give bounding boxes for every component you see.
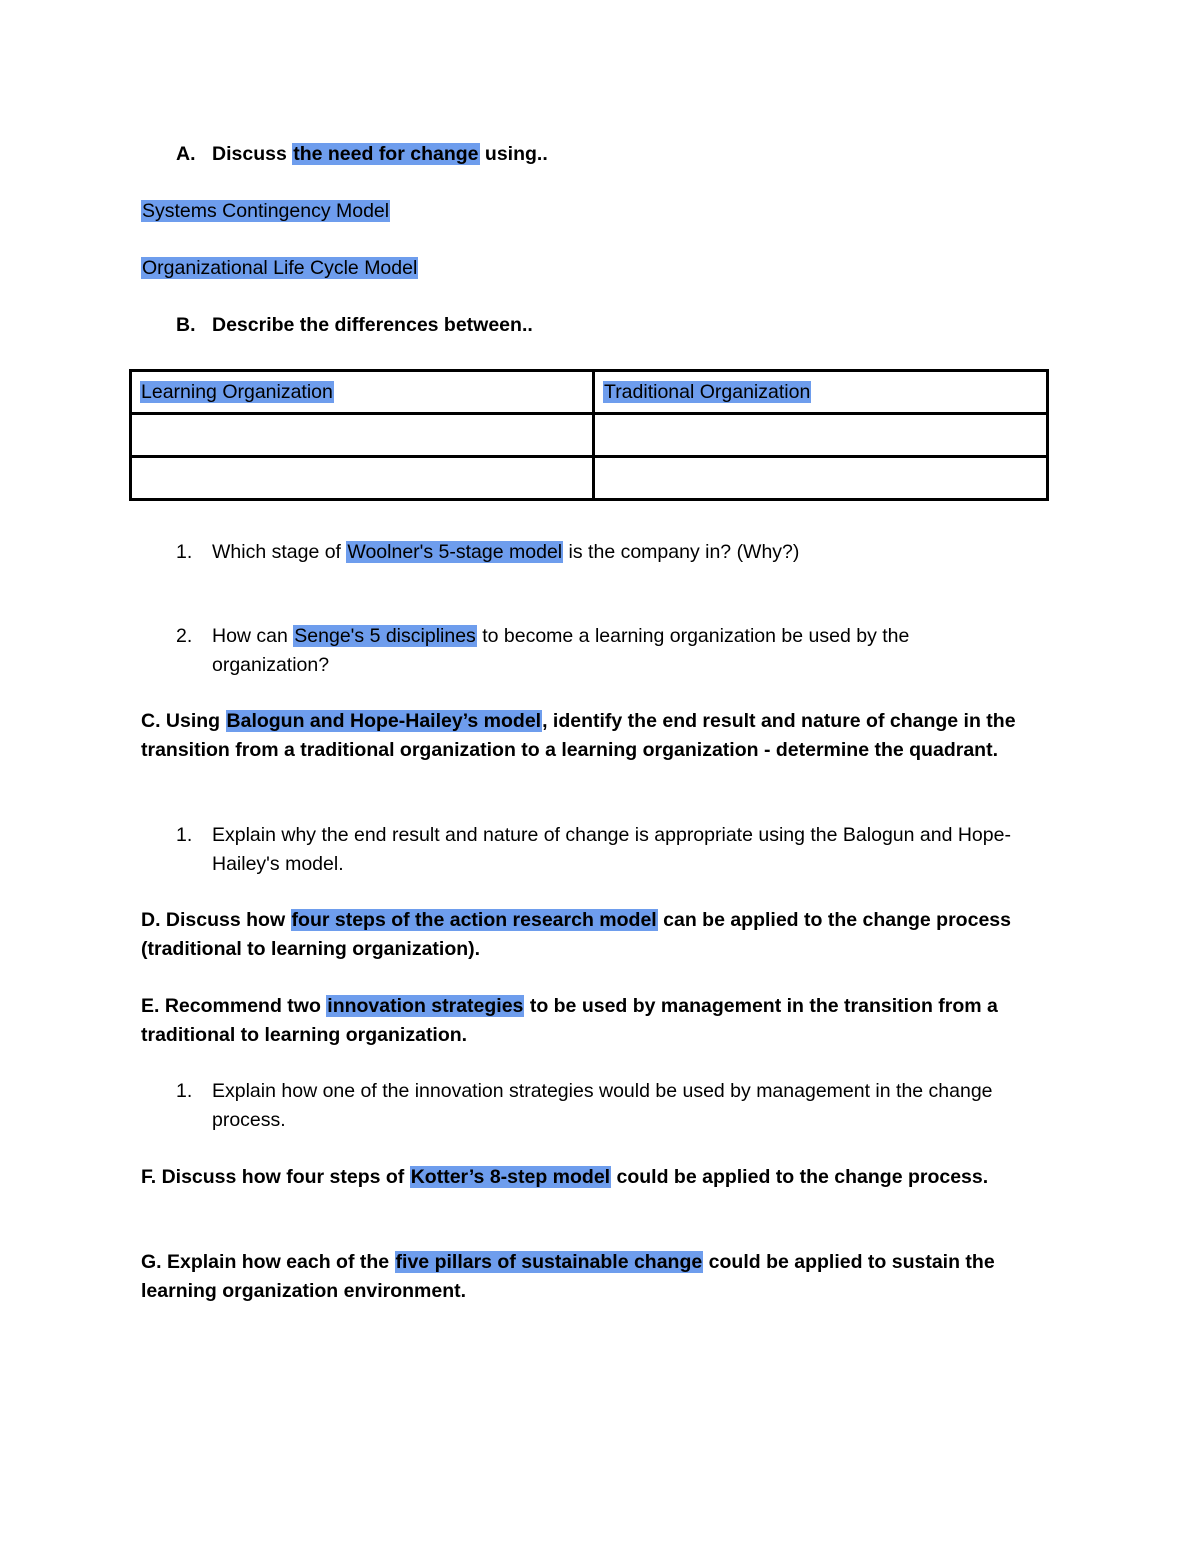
model-life-cycle: Organizational Life Cycle Model: [142, 257, 418, 279]
list-prefix: Which stage of: [212, 541, 347, 563]
model-item: [141, 197, 390, 226]
section-e-paragraph: [141, 992, 1041, 1050]
section-g-suffix: could be applied to sustain the learning organization environment.: [141, 1251, 995, 1302]
list-number: 1.: [176, 1080, 193, 1102]
table-cell[interactable]: [131, 457, 594, 500]
list-suffix: is the company in? (Why?): [563, 541, 800, 563]
table-cell[interactable]: [594, 414, 1048, 457]
five-pillars-highlight: five pillars of sustainable change: [395, 1251, 703, 1273]
comparison-table: [129, 369, 1049, 501]
section-b-text: Describe the differences between..: [212, 314, 533, 336]
section-c-prefix: C. Using: [141, 710, 226, 732]
list-text: [212, 622, 1006, 680]
woolner-model-highlight: Woolner's 5-stage model: [347, 541, 563, 563]
list-item: [176, 821, 1046, 879]
section-e-prefix: E. Recommend two: [141, 995, 327, 1017]
model-systems-contingency: Systems Contingency Model: [142, 200, 390, 222]
kotter-model-highlight: Kotter’s 8-step model: [410, 1166, 611, 1188]
table-header-cell: [131, 371, 594, 414]
section-a-label: A.: [176, 143, 196, 165]
section-d-paragraph: [141, 906, 1041, 964]
table-cell[interactable]: [594, 457, 1048, 500]
table-cell[interactable]: [131, 414, 594, 457]
section-a-suffix: using..: [479, 143, 548, 165]
table-header-cell: [594, 371, 1048, 414]
section-c-suffix: , identify the end result and nature of change in the transition from a traditional organization to a learning organization - determine the quadrant.: [141, 710, 1016, 761]
balogun-model-highlight: Balogun and Hope-Hailey’s model: [226, 710, 542, 732]
model-item: [141, 254, 418, 283]
section-d-suffix: can be applied to the change process (traditional to learning organization).: [141, 909, 1011, 960]
senge-disciplines-highlight: Senge's 5 disciplines: [294, 625, 476, 647]
section-c-paragraph: [141, 707, 1061, 765]
list-suffix: to become a learning organization be used by the organization?: [212, 625, 910, 676]
section-a-prefix: Discuss: [212, 143, 293, 165]
innovation-strategies-highlight: innovation strategies: [327, 995, 524, 1017]
table-header-row: [131, 371, 1048, 414]
section-d-prefix: D. Discuss how: [141, 909, 291, 931]
section-g-prefix: G. Explain how each of the: [141, 1251, 395, 1273]
section-f-prefix: F. Discuss how four steps of: [141, 1166, 410, 1188]
list-item: [176, 538, 799, 567]
header-traditional-organization: Traditional Organization: [604, 380, 811, 403]
header-learning-organization: Learning Organization: [141, 380, 333, 403]
list-item: [176, 1077, 1026, 1135]
section-g-paragraph: [141, 1248, 1061, 1306]
section-f-suffix: could be applied to the change process.: [611, 1166, 989, 1188]
table-row: [131, 457, 1048, 500]
section-b-label: B.: [176, 314, 196, 336]
section-e-suffix: to be used by management in the transition from a traditional to learning organization.: [141, 995, 998, 1046]
action-research-highlight: four steps of the action research model: [291, 909, 657, 931]
section-a-heading: [176, 140, 548, 169]
section-f-paragraph: [141, 1163, 1011, 1192]
list-text: Explain how one of the innovation strategies would be used by management in the change process.: [212, 1080, 993, 1131]
section-b-heading: [176, 311, 533, 340]
section-a-highlight: the need for change: [293, 143, 479, 165]
table-row: [131, 414, 1048, 457]
list-item: [176, 622, 1006, 680]
list-text: Explain why the end result and nature of change is appropriate using the Balogun and Hope-Hailey's model.: [212, 824, 1011, 875]
list-number: 1.: [176, 541, 193, 563]
list-number: 1.: [176, 824, 193, 846]
list-prefix: How can: [212, 625, 294, 647]
list-number: 2.: [176, 625, 193, 647]
